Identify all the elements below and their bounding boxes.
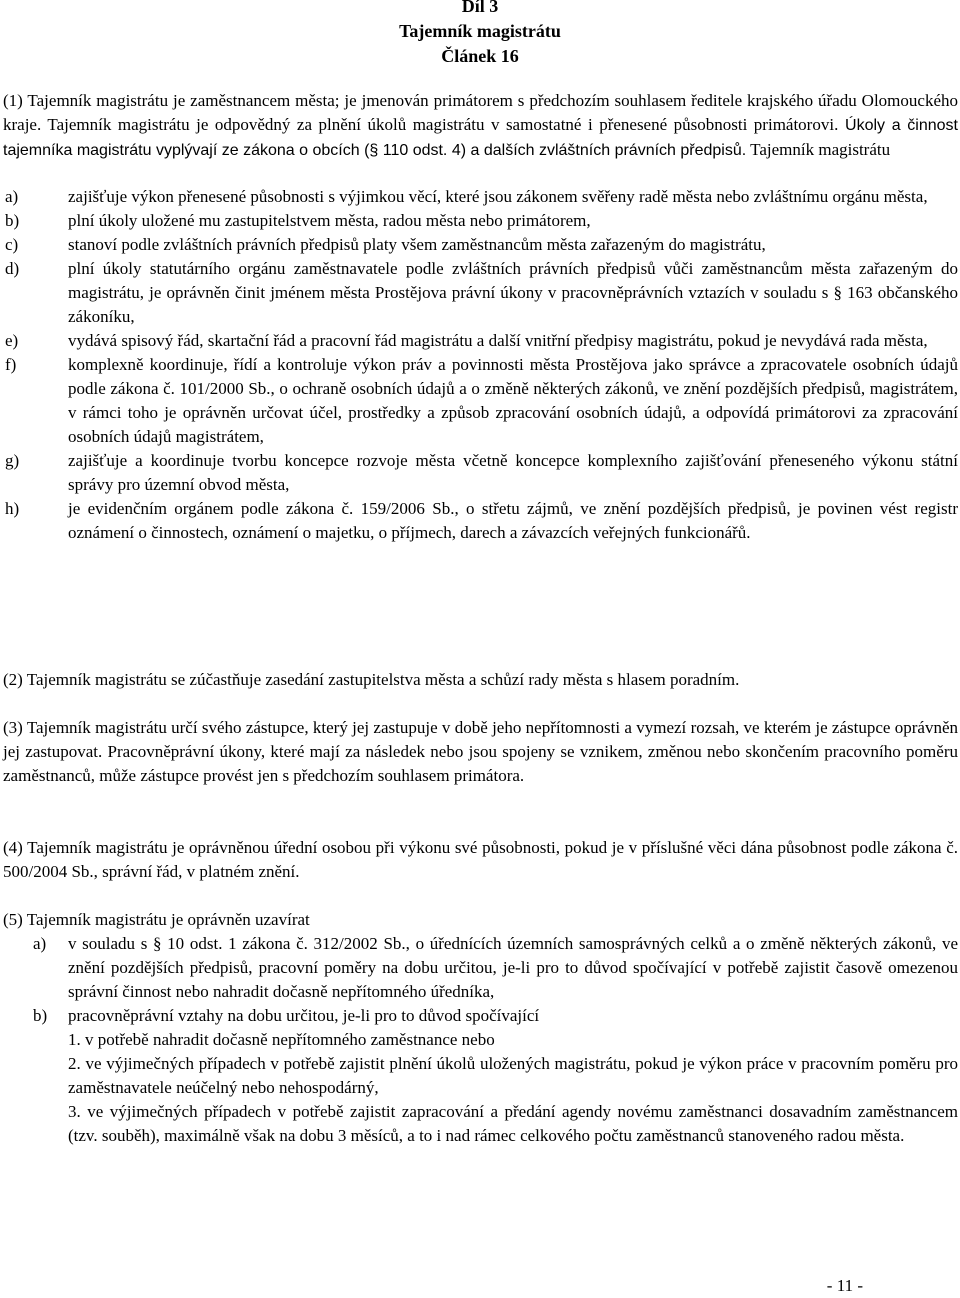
list-marker: b): [33, 1006, 48, 1025]
paragraph-3: (3) Tajemník magistrátu určí svého zástupce, který jej zastupuje v době jeho nepřítomnosti a vymezí rozsah, ve kterém je zástupce oprávněn jej zastupovat. Pracovněprávní úkony, které mají za následek nebo jsou spojeny se vznikem, změnou nebo skončením pracovního poměru zaměstnanců, může zástupce provést jen s předchozím souhlasem primátora.: [3, 718, 958, 785]
list-item: [3, 257, 958, 329]
list-item-text: vydává spisový řád, skartační řád a pracovní řád magistrátu a další vnitřní předpisy magistrátu, pokud je nevydává rada města,: [68, 331, 928, 350]
list-item-text: stanoví podle zvláštních právních předpisů platy všem zaměstnancům města zařazeným do magistrátu,: [68, 235, 766, 254]
sub-list-item-text: 2. ve výjimečných případech v potřebě zajistit plnění úkolů uložených magistrátu, pokud je výkon práce v pracovním poměru pro zaměstnavatele neúčelný nebo nehospodárný,: [68, 1054, 958, 1097]
sub-list-item-text: 1. v potřebě nahradit dočasně nepřítomného zaměstnance nebo: [68, 1030, 495, 1049]
sub-list-item: [3, 1100, 958, 1148]
list-item: [3, 497, 958, 545]
list-item: [3, 449, 958, 497]
paragraph-5-intro: (5) Tajemník magistrátu je oprávněn uzavírat: [3, 910, 310, 929]
list-marker: c): [5, 235, 19, 254]
list-marker: b): [5, 211, 20, 230]
list-item-text: plní úkoly uložené mu zastupitelstvem města, radou města nebo primátorem,: [68, 211, 591, 230]
article-header: [0, 0, 960, 68]
paragraph-4: (4) Tajemník magistrátu je oprávněnou úřední osobou při výkonu své působnosti, pokud je v příslušné věci dána působnost podle zákona č. 500/2004 Sb., správní řád, v platném znění.: [3, 838, 958, 881]
paragraph-1-sans-text: Úkoly a činnost tajemníka magistrátu vyplývají ze zákona o obcích (§ 110 odst. 4) a dalších zvláštních právních předpisů.: [3, 117, 958, 159]
paragraph-1: [3, 89, 958, 163]
page-number: - 11 -: [826, 1276, 863, 1295]
list-item: [3, 233, 958, 257]
paragraph-1-text: (1) Tajemník magistrátu je zaměstnancem města; je jmenován primátorem s předchozím souhlasem ředitele krajského úřadu Olomouckého kraje. Tajemník magistrátu je odpovědný za plnění úkolů magistrátu v samostatné i přenesené působnosti primátorovi.: [3, 91, 958, 134]
part-heading: Díl 3: [461, 0, 499, 16]
list-item-text: pracovněprávní vztahy na dobu určitou, je-li pro to důvod spočívající: [68, 1006, 540, 1025]
article-number: Článek 16: [441, 46, 519, 66]
list-marker: e): [5, 331, 19, 350]
list-marker: f): [5, 355, 17, 374]
list-item-text: je evidenčním orgánem podle zákona č. 159/2006 Sb., o střetu zájmů, ve znění pozdějších předpisů, je povinen vést registr oznámení o činnostech, oznámení o majetku, o příjmech, darech a závazcích veřejných funkcionářů.: [68, 499, 958, 542]
list-item: [3, 932, 958, 1004]
sub-list-item: [3, 1052, 958, 1100]
paragraph-5-list: [3, 932, 958, 1148]
list-item: [3, 185, 958, 209]
sub-list-item: [3, 1028, 958, 1052]
list-item: [3, 329, 958, 353]
list-item: [3, 353, 958, 449]
list-item-text: zajišťuje a koordinuje tvorbu koncepce rozvoje města včetně koncepce komplexního zajišťování přeneseného výkonu státní správy pro územní obvod města,: [68, 451, 958, 494]
list-item-text: v souladu s § 10 odst. 1 zákona č. 312/2002 Sb., o úřednících územních samosprávných celků a o změně některých zákonů, ve znění pozdějších předpisů, pracovní poměry na dobu určitou, je-li pro to důvod spočívající v potřebě zajistit časově omezenou správní činnost nebo nahradit dočasně nepřítomného úředníka,: [68, 934, 958, 1001]
list-item-text: plní úkoly statutárního orgánu zaměstnavatele podle zvláštních právních předpisů vůči zaměstnancům města zařazeným do magistrátu, je oprávněn činit jménem města Prostějova právní úkony v pracovněprávních vztazích v souladu s § 163 občanského zákoníku,: [68, 259, 958, 326]
list-marker: a): [33, 934, 47, 953]
sub-list-item-text: 3. ve výjimečných případech v potřebě zajistit zapracování a předání agendy novému zaměstnanci dosavadním zaměstnancem (tzv. souběh), maximálně však na dobu 3 měsíců, a to i nad rámec celkového počtu zaměstnanců stanoveného radou města.: [68, 1102, 958, 1145]
list-marker: g): [5, 451, 20, 470]
paragraph-1-tail: Tajemník magistrátu: [746, 140, 891, 159]
list-marker: a): [5, 187, 19, 206]
paragraph-2: (2) Tajemník magistrátu se zúčastňuje zasedání zastupitelstva města a schůzí rady města s hlasem poradním.: [3, 670, 740, 689]
list-item-text: komplexně koordinuje, řídí a kontroluje výkon práv a povinnosti města Prostějova jako správce a zpracovatele osobních údajů podle zákona č. 101/2000 Sb., o ochraně osobních údajů a o změně některých zákonů, ve znění pozdějších předpisů, magistrátem, v rámci toho je oprávněn určovat účel, prostředky a způsob zpracování osobních údajů, a odpovídá primátorovi za zpracování osobních údajů magistrátem,: [68, 355, 958, 446]
paragraph-1-list: [3, 185, 958, 545]
list-item: [3, 1004, 958, 1028]
list-marker: h): [5, 499, 20, 518]
list-marker: d): [5, 259, 20, 278]
list-item: [3, 209, 958, 233]
section-title: Tajemník magistrátu: [399, 21, 561, 41]
list-item-text: zajišťuje výkon přenesené působnosti s výjimkou věcí, které jsou zákonem svěřeny radě města nebo zvláštnímu orgánu města,: [68, 187, 928, 206]
